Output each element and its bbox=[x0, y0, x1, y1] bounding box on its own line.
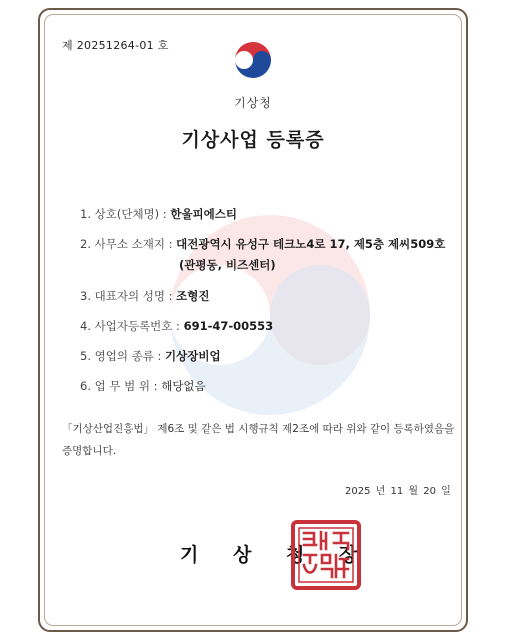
government-emblem-watermark bbox=[150, 190, 390, 430]
field-value: 기상장비업 bbox=[165, 349, 221, 363]
field-label: 2. 사무소 소재지 : bbox=[80, 237, 173, 251]
field-office-address-line2: (관평동, 비즈센터) bbox=[179, 258, 276, 272]
issue-date: 2025 년 11 월 20 일 bbox=[345, 486, 451, 497]
field-representative-name bbox=[80, 288, 209, 304]
field-business-type bbox=[80, 348, 221, 364]
official-seal-stamp bbox=[290, 519, 362, 591]
field-business-name bbox=[80, 206, 237, 222]
field-value: 691-47-00553 bbox=[183, 319, 274, 333]
field-value: 조형진 bbox=[176, 289, 210, 303]
agency-name-small: 기상청 bbox=[234, 96, 272, 110]
government-emblem-logo bbox=[233, 40, 273, 80]
field-label: 6. 업 무 범 위 : bbox=[80, 379, 158, 393]
field-value: 해당없음 bbox=[161, 379, 206, 393]
field-label: 5. 영업의 종류 : bbox=[80, 349, 162, 363]
document-number: 제 20251264-01 호 bbox=[62, 39, 169, 52]
field-label: 3. 대표자의 성명 : bbox=[80, 289, 173, 303]
issuer-name: 기 상 청 장 bbox=[180, 544, 372, 566]
field-value: 대전광역시 유성구 테크노4로 17, 제5층 제씨509호 bbox=[176, 237, 446, 251]
field-label: 4. 사업자등록번호 : bbox=[80, 319, 180, 333]
field-office-address bbox=[80, 236, 445, 252]
field-business-scope bbox=[80, 378, 206, 394]
certification-statement: 「기상산업진흥법」 제6조 및 같은 법 시행규칙 제2조에 따라 위와 같이 등록하였음을 증명합니다. bbox=[62, 423, 455, 457]
field-value: 한울피에스티 bbox=[170, 207, 237, 221]
field-business-registration-number bbox=[80, 318, 273, 334]
field-label: 1. 상호(단체명) : bbox=[80, 207, 167, 221]
document-title: 기상사업 등록증 bbox=[181, 129, 325, 151]
